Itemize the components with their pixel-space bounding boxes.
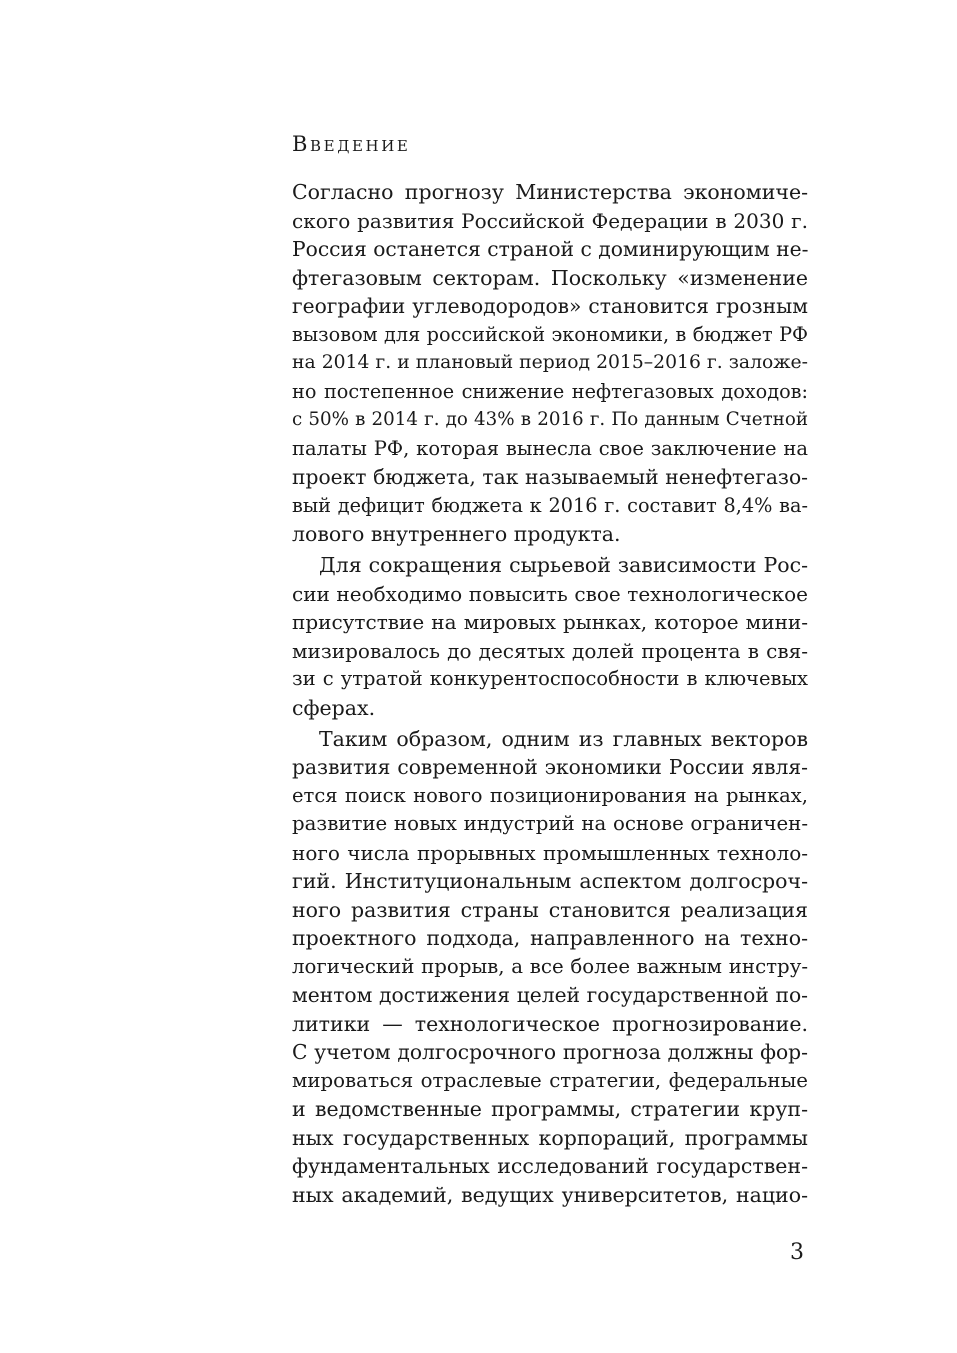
paragraph bbox=[292, 551, 808, 722]
text-line: литики — технологическое прогнозирование. bbox=[292, 1011, 808, 1036]
text-line: ного развития страны становится реализация bbox=[292, 897, 808, 922]
text-line: присутствие на мировых рынках, которое мини- bbox=[292, 610, 808, 634]
text-line: палаты РФ, которая вынесла свое заключение на bbox=[292, 436, 808, 460]
text-line: лового внутреннего продукта. bbox=[292, 522, 621, 546]
text-line: ется поиск нового позиционирования на рынках, bbox=[292, 783, 808, 807]
text-line: но постепенное снижение нефтегазовых доходов: bbox=[292, 379, 808, 403]
text-line: мизировалось до десятых долей процента в свя- bbox=[292, 638, 808, 663]
text-line: с 50% в 2014 г. до 43% в 2016 г. По данным Счетной bbox=[292, 409, 808, 430]
section-heading: Введение bbox=[292, 132, 411, 156]
text-line: и ведомственные программы, стратегии круп- bbox=[292, 1097, 808, 1121]
text-line: Для сокращения сырьевой зависимости Рос- bbox=[319, 553, 808, 577]
text-line: зи с утратой конкурентоспособности в ключевых bbox=[292, 667, 808, 690]
text-line: ных государственных корпораций, программы bbox=[292, 1125, 808, 1150]
text-line: гий. Институциональным аспектом долгосроч- bbox=[292, 869, 808, 893]
text-line: Согласно прогнозу Министерства экономиче- bbox=[292, 180, 808, 204]
text-line: фундаментальных исследований государствен- bbox=[292, 1154, 808, 1178]
text-line: ного числа прорывных промышленных техноло- bbox=[292, 840, 808, 865]
text-line: мироваться отраслевые стратегии, федеральные bbox=[292, 1068, 808, 1092]
text-line: на 2014 г. и плановый период 2015–2016 г. заложе- bbox=[292, 352, 808, 373]
page-number: 3 bbox=[790, 1240, 804, 1265]
text-line: сферах. bbox=[292, 695, 376, 720]
text-line: фтегазовым секторам. Поскольку «изменение bbox=[292, 265, 808, 290]
text-line: С учетом долгосрочного прогноза должны фор- bbox=[292, 1040, 808, 1064]
text-line: развитие новых индустрий на основе ограничен- bbox=[292, 812, 808, 835]
text-line: сии необходимо повысить свое технологическое bbox=[292, 581, 808, 606]
text-line: Таким образом, одним из главных векторов bbox=[319, 726, 808, 751]
text-line: вый дефицит бюджета к 2016 г. составит 8,4% ва- bbox=[292, 493, 808, 517]
text-line: Россия останется страной с доминирующим не- bbox=[292, 237, 808, 261]
text-line: вызовом для российской экономики, в бюджет РФ bbox=[292, 322, 808, 346]
text-line: развития современной экономики России явля- bbox=[292, 755, 808, 779]
text-line: ского развития Российской Федерации в 2030 г. bbox=[292, 208, 808, 233]
text-line: проектного подхода, направленного на техно- bbox=[292, 926, 808, 950]
text-line: ментом достижения целей государственной по- bbox=[292, 983, 808, 1007]
text-line: логический прорыв, а все более важным инстру- bbox=[292, 954, 808, 978]
body-text bbox=[292, 178, 808, 1209]
text-line: ных академий, ведущих университетов, нацио- bbox=[292, 1182, 808, 1207]
text-line: проект бюджета, так называемый ненефтегазо- bbox=[292, 465, 808, 489]
paragraph bbox=[292, 725, 808, 1210]
text-line: географии углеводородов» становится грозным bbox=[292, 294, 808, 318]
paragraph bbox=[292, 178, 808, 549]
